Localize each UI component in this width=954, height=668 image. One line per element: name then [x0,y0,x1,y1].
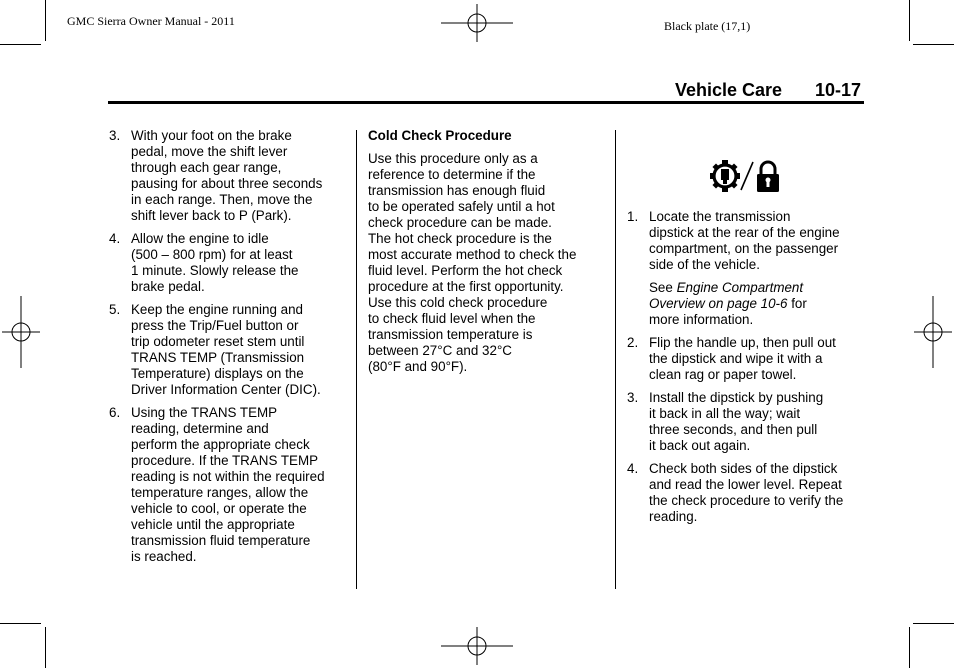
text-line: trip odometer reset stem until [131,334,305,349]
item-number: 1. [627,209,639,224]
text-line: vehicle until the appropriate [131,517,295,532]
text-line: procedure at the first opportunity. [368,279,564,294]
text-line: The hot check procedure is the [368,231,552,246]
text-line: Keep the engine running and [131,302,303,317]
text-line: 1 minute. Slowly release the [131,263,299,278]
text-line: shift lever back to P (Park). [131,208,292,223]
paragraph [368,151,608,375]
column-3 [627,209,867,532]
registration-mark [441,627,513,665]
text-line: it back in all the way; wait [649,406,801,421]
column-1 [109,128,349,572]
manual-title: GMC Sierra Owner Manual - 2011 [67,14,235,28]
text-line: the dipstick and wipe it with a [649,351,823,366]
header-rule [108,101,864,104]
column-2 [368,128,608,375]
text-line: three seconds, and then pull [649,422,818,437]
crop-mark [909,0,910,41]
crop-mark [0,44,41,45]
text-line: reading. [649,509,698,524]
text-line: and read the lower level. Repeat [649,477,842,492]
crop-mark [913,623,954,624]
text-line: more information. [649,312,754,327]
crop-mark [45,627,46,668]
column-divider [356,130,357,589]
text-line: check procedure can be made. [368,215,552,230]
cross-reference-link[interactable]: Engine Compartment [676,280,804,295]
text-line: Temperature) displays on the [131,366,304,381]
section-heading: Cold Check Procedure [368,128,512,143]
text-line: dipstick at the rear of the engine [649,225,840,240]
text-line: (500 – 800 rpm) for at least [131,247,293,262]
item-number: 3. [627,390,639,405]
list-item [109,302,349,398]
text-line: press the Trip/Fuel button or [131,318,299,333]
text-line: compartment, on the passenger [649,241,839,256]
item-number: 5. [109,302,121,317]
text-line: perform the appropriate check [131,437,310,452]
section-title: Vehicle Care [675,80,783,100]
item-number: 6. [109,405,121,420]
text-line: Flip the handle up, then pull out [649,335,836,350]
text-line: Driver Information Center (DIC). [131,382,321,397]
text-line [649,296,867,312]
text-line: (80°F and 90°F). [368,359,468,374]
text-line: transmission temperature is [368,327,533,342]
text-line: side of the vehicle. [649,257,760,272]
item-number: 2. [627,335,639,350]
text-line: TRANS TEMP (Transmission [131,350,305,365]
list-item [627,209,867,273]
text-line: it back out again. [649,438,751,453]
crop-mark [45,0,46,41]
text-line [649,280,867,296]
text-line: Locate the transmission [649,209,791,224]
crop-mark [0,623,41,624]
text-line: With your foot on the brake [131,128,292,143]
see-suffix: for [791,296,807,311]
list-item [627,335,867,383]
registration-mark [2,296,40,368]
text-line: clean rag or paper towel. [649,367,797,382]
item-number: 4. [109,231,121,246]
text-line: between 27°C and 32°C [368,343,512,358]
list-item [109,405,349,565]
page-number: 10-17 [815,80,862,100]
text-line: pausing for about three seconds [131,176,323,191]
registration-mark [441,4,513,42]
text-line: Install the dipstick by pushing [649,390,824,405]
text-line: the check procedure to verify the [649,493,844,508]
list-item [627,390,867,454]
text-line: most accurate method to check the [368,247,577,262]
text-line: Use this cold check procedure [368,295,548,310]
list-item [627,461,867,525]
text-line: Allow the engine to idle [131,231,269,246]
text-line: to be operated safely until a hot [368,199,555,214]
text-line: Using the TRANS TEMP [131,405,278,420]
text-line: reference to determine if the [368,167,536,182]
cross-reference-link[interactable]: Overview on page 10-6 [649,296,788,311]
plate-label: Black plate (17,1) [664,19,751,33]
text-line: in each range. Then, move the [131,192,313,207]
text-line: brake pedal. [131,279,205,294]
list-item [109,128,349,224]
crop-mark [909,627,910,668]
text-line: transmission has enough fluid [368,183,546,198]
see-prefix: See [649,280,673,295]
text-line: is reached. [131,549,197,564]
text-line: temperature ranges, allow the [131,485,309,500]
text-line: fluid level. Perform the hot check [368,263,563,278]
text-line: Use this procedure only as a [368,151,538,166]
text-line: through each gear range, [131,160,282,175]
list-item [109,231,349,295]
item-number: 3. [109,128,121,143]
registration-mark [914,296,952,368]
text-line: transmission fluid temperature [131,533,311,548]
text-line: procedure. If the TRANS TEMP [131,453,319,468]
gear-lock-icon [709,159,781,193]
text-line: vehicle to cool, or operate the [131,501,307,516]
text-line: pedal, move the shift lever [131,144,288,159]
text-line: to check fluid level when the [368,311,536,326]
text-line: reading is not within the required [131,469,325,484]
column-divider [615,130,616,589]
item-number: 4. [627,461,639,476]
text-line: Check both sides of the dipstick [649,461,838,476]
cross-reference [627,280,867,328]
crop-mark [913,44,954,45]
text-line: reading, determine and [131,421,269,436]
